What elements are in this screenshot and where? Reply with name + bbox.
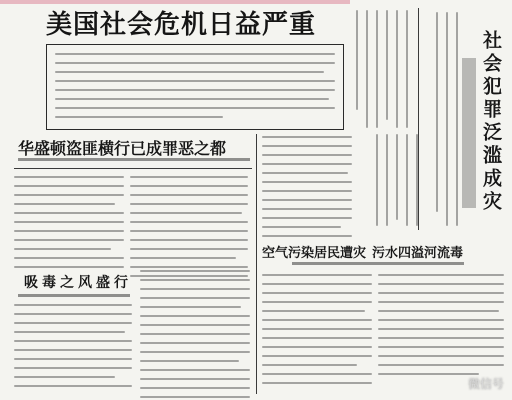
article-two-column: [14, 304, 132, 394]
article-three-column: [262, 274, 372, 391]
article-one-subtitle: [18, 158, 250, 161]
column-divider: [256, 134, 257, 394]
lead-summary-text: [55, 53, 335, 125]
lead-summary-box: [46, 44, 344, 130]
article-one-headline: 华盛顿盗匪横行已成罪恶之都: [18, 139, 227, 158]
article-three-headline: 空气污染居民遭灾: [262, 246, 367, 261]
article-one-column-right: [130, 176, 248, 284]
article-one-continuation: [140, 270, 250, 400]
article-one-column-left: [14, 176, 124, 275]
article-four-column: [378, 274, 504, 382]
article-two-headline: 吸毒之风盛行: [24, 275, 132, 291]
main-headline: 美国社会危机日益严重: [46, 10, 317, 40]
middle-column-text: [262, 136, 352, 244]
article-four-headline: 污水四溢河流毒: [372, 246, 464, 261]
vertical-text-column: [348, 10, 408, 128]
right-vertical-headline: 社会犯罪泛滥成灾: [480, 30, 502, 214]
middle-vertical-text: [358, 134, 418, 226]
articles-three-four-subtitle: [292, 262, 464, 265]
right-vertical-text: [424, 12, 458, 226]
top-edge-stripe: [0, 0, 350, 4]
article-one-rule: [14, 168, 252, 169]
article-two-subtitle: [18, 294, 130, 297]
watermark: 微信号: [467, 377, 504, 391]
right-vertical-subheading: [462, 58, 476, 208]
right-column-divider: [418, 8, 419, 230]
